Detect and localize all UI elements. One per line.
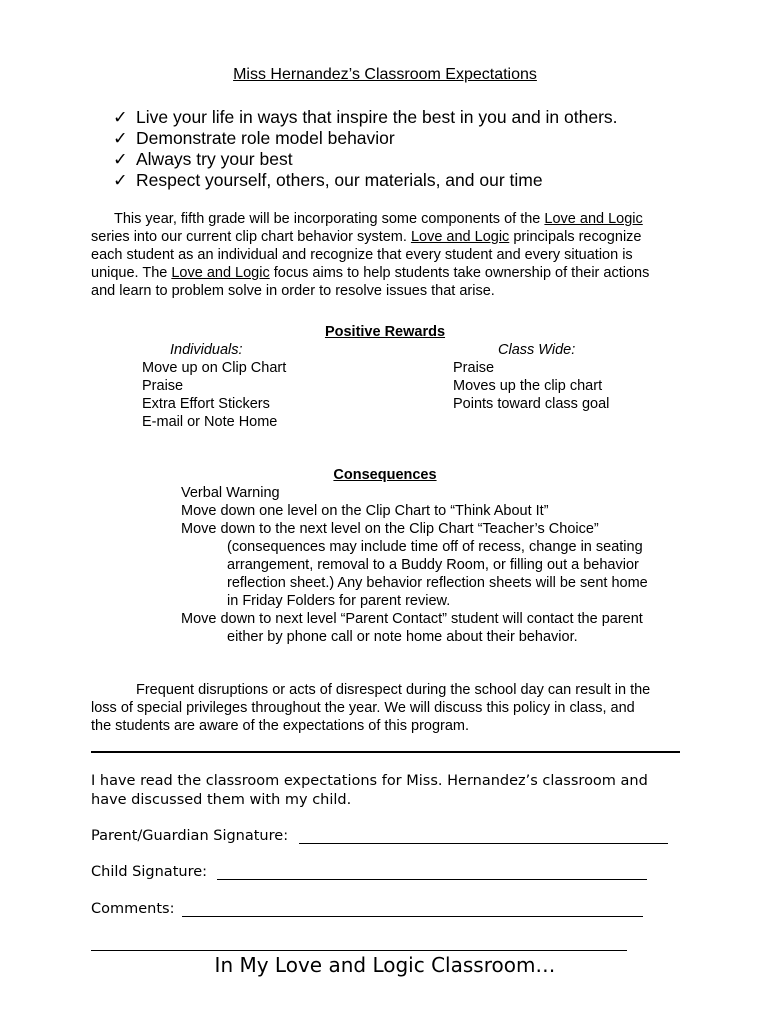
list-item: Verbal Warning: [181, 485, 280, 501]
positive-rewards-heading: Positive Rewards: [324, 324, 446, 340]
list-item: Move down to next level “Parent Contact” student will contact the parent: [181, 611, 643, 627]
list-item: E-mail or Note Home: [142, 414, 278, 430]
comments-field: [91, 899, 647, 919]
footer-title: In My Love and Logic Classroom…: [214, 953, 556, 977]
checkmark-icon: ✓: [113, 170, 128, 190]
list-item: Moves up the clip chart: [453, 378, 603, 394]
acknowledgement-text: I have read the classroom expectations for Miss. Hernandez’s classroom and have discussed them with my child.: [91, 773, 648, 808]
class-wide-column: [453, 341, 609, 413]
list-item: ✓ Always try your best: [113, 149, 293, 169]
love-and-logic-ref: Love and Logic: [410, 229, 510, 245]
consequences-list: Verbal Warning Move down one level on the Clip Chart to “Think About It” Move down to the next level on the Clip Chart “Teacher’s Choice” (consequences may include time off of recess, change in seating arrangement, removal to a Buddy Room, or filling out a behavior reflection sheet.) Any behavior reflection sheets will be sent home in Friday Folders for parent review. Move down to next level “Parent Contact” student will contact the parent either by phone call or note home about their behavior.: [181, 485, 648, 645]
class-wide-label: Class Wide:: [498, 342, 576, 358]
list-item: Praise: [142, 378, 184, 394]
page-title: Miss Hernandez’s Classroom Expectations: [233, 66, 537, 83]
comments-continuation-line[interactable]: [91, 950, 627, 951]
intro-paragraph: This year, fifth grade will be incorporating some components of the Love and Logic series into our current clip chart behavior system. Love and Logic principals recognize each student as an individual and recognize that every student and every situation is unique. The Love and Logic focus aims to help students take ownership of their actions and learn to problem solve in order to resolve issues that arise.: [91, 211, 650, 299]
list-item: Move down to the next level on the Clip Chart “Teacher’s Choice”: [181, 521, 599, 537]
checkmark-icon: ✓: [113, 107, 128, 127]
individuals-column: [142, 341, 286, 431]
closing-paragraph: Frequent disruptions or acts of disrespect during the school day can result in the loss of special privileges throughout the year. We will discuss this policy in class, and the students are aware of the expectations of this program.: [91, 682, 651, 734]
list-item: Move up on Clip Chart: [142, 360, 287, 376]
love-and-logic-ref: Love and Logic: [544, 211, 643, 227]
list-item: ✓ Demonstrate role model behavior: [113, 128, 395, 148]
expectations-list: [113, 107, 618, 191]
list-item: ✓ Live your life in ways that inspire the best in you and in others.: [113, 107, 618, 127]
list-item: Move down one level on the Clip Chart to “Think About It”: [181, 503, 549, 519]
love-and-logic-ref: Love and Logic: [171, 265, 270, 281]
list-item: Extra Effort Stickers: [142, 396, 270, 412]
list-item: Praise: [453, 360, 495, 376]
child-signature-field: [91, 862, 651, 882]
child-signature-label: Child Signature:: [91, 864, 208, 880]
section-divider: [91, 751, 680, 753]
list-item: ✓ Respect yourself, others, our materials, and our time: [113, 170, 543, 190]
individuals-label: Individuals:: [170, 342, 243, 358]
consequences-heading: Consequences: [333, 467, 437, 483]
list-item: Points toward class goal: [453, 396, 610, 412]
child-signature-line[interactable]: [217, 879, 647, 880]
comments-label: Comments:: [91, 901, 175, 917]
checkmark-icon: ✓: [113, 128, 128, 148]
checkmark-icon: ✓: [113, 149, 128, 169]
parent-signature-field: [91, 826, 671, 846]
parent-signature-label: Parent/Guardian Signature:: [91, 828, 289, 844]
comments-line[interactable]: [182, 916, 643, 917]
parent-signature-line[interactable]: [299, 843, 668, 844]
